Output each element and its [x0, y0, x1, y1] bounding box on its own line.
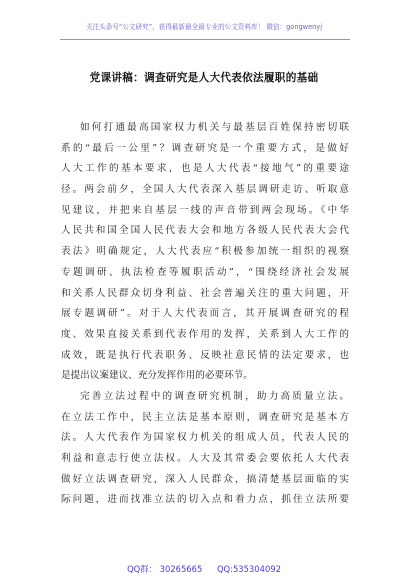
paragraph-line: 径。两会前夕，全国人大代表深入基层调研走访、听取意: [61, 184, 349, 196]
document-title: 党课讲稿：调查研究是人大代表依法履职的基础: [89, 72, 319, 84]
paragraph-line: 在立法工作中，民主立法是基本原则，调查研究是基本方: [61, 411, 349, 423]
paragraph-line: 完善立法过程中的调查研究机制，助力高质量立法。: [80, 390, 349, 402]
footer-contact: [0, 563, 408, 575]
header-banner: 关注头条号“公文研究”，获得最新最全最专业的公文资料库！ 微信：gongwenyj: [85, 23, 323, 31]
paragraph-line: 是提出议案建议、充分发挥作用的必要环节。: [61, 370, 253, 382]
footer-qq-group: QQ群： 30265665: [127, 564, 203, 574]
paragraph-line: 度、效果直接关系到代表作用的发挥，关系到人大工作的: [61, 328, 349, 340]
paragraph-line: 成效，既是执行代表职务、反映社意民情的法定要求，也: [61, 349, 349, 361]
paragraph-line: 系的“最后一公里”？调查研究是一个重要方式，是做好: [61, 142, 349, 154]
header-divider: [60, 39, 350, 40]
paragraph-line: 专题调研、执法检查等履职活动”，“围绕经济社会发展: [61, 266, 349, 278]
paragraph-line: 际问题，进而找准立法的切入点和着力点，抓住立法所要: [61, 494, 349, 506]
paragraph-line: 和关系人民群众切身利益、社会普遍关注的重大问题，开: [61, 287, 349, 299]
paragraph-line: 人大工作的基本要求，也是人大代表“接地气”的重要途: [61, 163, 349, 175]
paragraph-line: 法。人大代表作为国家权力机关的组成人员，代表人民的: [61, 432, 349, 444]
paragraph-line: 如何打通最高国家权力机关与最基层百姓保持密切联: [80, 122, 349, 133]
paragraph-line: 展专题调研”。对于人大代表而言，其开展调查研究的程: [61, 308, 349, 320]
footer-qq: QQ:535304092: [216, 564, 281, 574]
paragraph-line: 人民共和国全国人民代表大会和地方各级人民代表大会代: [61, 225, 349, 237]
paragraph-line: 表法》明确规定，人大代表应“积极参加统一组织的视察: [61, 246, 349, 258]
paragraph-line: 利益和意志行使立法权。人大及其常委会要依托人大代表: [61, 453, 349, 464]
document-body: [61, 118, 349, 511]
paragraph-line: 见建议，并把来自基层一线的声音带到两会现场。《中华: [61, 204, 349, 216]
paragraph-line: 做好立法调查研究，深入人民群众，搞清楚基层面临的实: [61, 473, 349, 485]
